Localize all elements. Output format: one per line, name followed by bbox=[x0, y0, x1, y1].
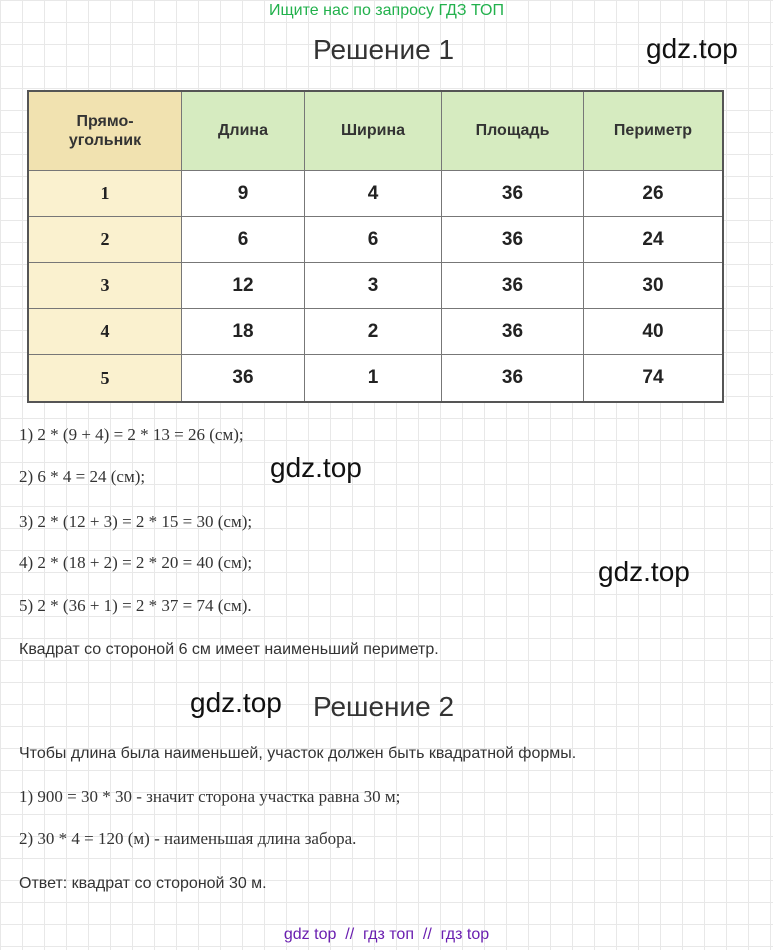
table-cell: 36 bbox=[442, 217, 584, 263]
table-cell: 2 bbox=[305, 309, 442, 355]
table-cell: 6 bbox=[182, 217, 305, 263]
header-perimeter: Периметр bbox=[584, 91, 724, 171]
table-row bbox=[28, 355, 723, 402]
header-length: Длина bbox=[182, 91, 305, 171]
solution2-answer: Ответ: квадрат со стороной 30 м. bbox=[19, 875, 267, 892]
table-cell: 36 bbox=[442, 355, 584, 402]
solution2-line: 2) 30 * 4 = 120 (м) - наименьшая длина забора. bbox=[19, 829, 357, 848]
table-cell: 5 bbox=[28, 355, 182, 402]
table-cell: 12 bbox=[182, 263, 305, 309]
table-row bbox=[28, 171, 723, 217]
solution1-line: 5) 2 * (36 + 1) = 2 * 37 = 74 (см). bbox=[19, 596, 252, 615]
solution1-title: Решение 1 bbox=[313, 34, 455, 65]
table-cell: 36 bbox=[182, 355, 305, 402]
table-cell: 6 bbox=[305, 217, 442, 263]
solution2-title: Решение 2 bbox=[313, 691, 455, 722]
table-row bbox=[28, 217, 723, 263]
rectangles-table bbox=[27, 90, 724, 403]
table-cell: 36 bbox=[442, 309, 584, 355]
watermark: gdz.top bbox=[190, 687, 282, 718]
header-width: Ширина bbox=[305, 91, 442, 171]
watermark: gdz.top bbox=[270, 452, 362, 483]
watermark: gdz.top bbox=[598, 556, 690, 587]
table-cell: 30 bbox=[584, 263, 724, 309]
table-cell: 40 bbox=[584, 309, 724, 355]
solution1-line: 1) 2 * (9 + 4) = 2 * 13 = 26 (см); bbox=[19, 425, 244, 444]
table-cell: 1 bbox=[28, 171, 182, 217]
table-cell: 2 bbox=[28, 217, 182, 263]
table-cell: 3 bbox=[305, 263, 442, 309]
header-rectangle: Прямо- угольник bbox=[28, 91, 182, 171]
table-cell: 9 bbox=[182, 171, 305, 217]
table-cell: 1 bbox=[305, 355, 442, 402]
table-cell: 3 bbox=[28, 263, 182, 309]
table-cell: 36 bbox=[442, 263, 584, 309]
footer-links: gdz top // гдз топ // гдз top bbox=[283, 926, 490, 943]
solution2-intro: Чтобы длина была наименьшей, участок должен быть квадратной формы. bbox=[19, 745, 577, 762]
watermark: gdz.top bbox=[646, 33, 738, 64]
table-cell: 24 bbox=[584, 217, 724, 263]
table-cell: 4 bbox=[28, 309, 182, 355]
table-cell: 18 bbox=[182, 309, 305, 355]
solution1-conclusion: Квадрат со стороной 6 см имеет наименьший периметр. bbox=[19, 641, 439, 658]
table-cell: 26 bbox=[584, 171, 724, 217]
table-cell: 74 bbox=[584, 355, 724, 402]
table-header-row bbox=[28, 91, 723, 171]
solution1-line: 2) 6 * 4 = 24 (см); bbox=[19, 467, 146, 486]
table-cell: 36 bbox=[442, 171, 584, 217]
table-cell: 4 bbox=[305, 171, 442, 217]
table-row bbox=[28, 263, 723, 309]
solution1-line: 4) 2 * (18 + 2) = 2 * 20 = 40 (см); bbox=[19, 553, 253, 572]
search-banner: Ищите нас по запросу ГДЗ ТОП bbox=[269, 2, 504, 19]
table-row bbox=[28, 309, 723, 355]
solution1-line: 3) 2 * (12 + 3) = 2 * 15 = 30 (см); bbox=[19, 512, 253, 531]
header-area: Площадь bbox=[442, 91, 584, 171]
solution2-line: 1) 900 = 30 * 30 - значит сторона участка равна 30 м; bbox=[19, 787, 401, 806]
